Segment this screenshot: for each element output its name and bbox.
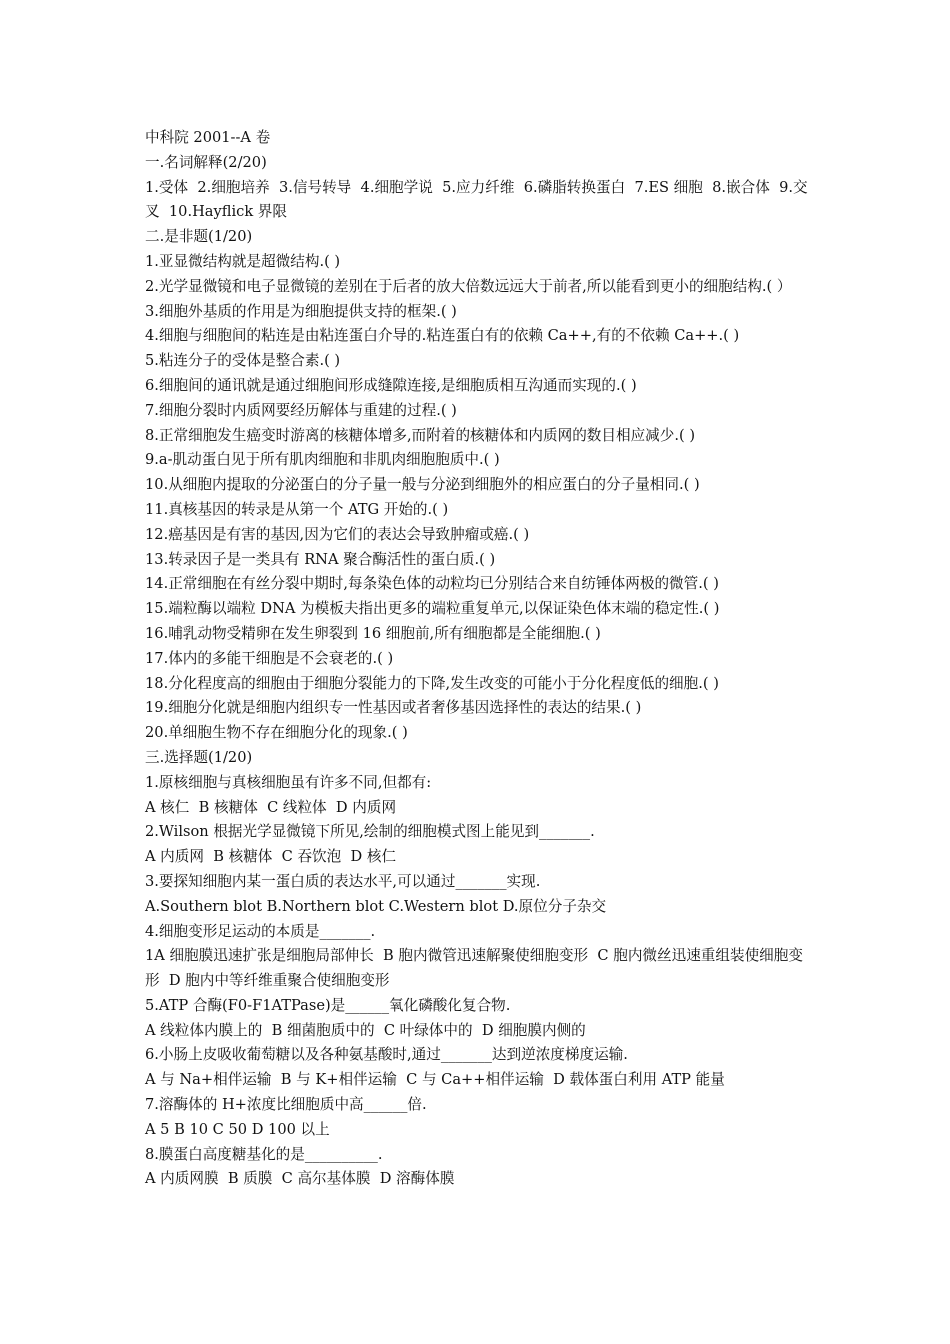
text-line: A 5 B 10 C 50 D 100 以上 xyxy=(145,1120,330,1138)
text-line: 3.细胞外基质的作用是为细胞提供支持的框架.( ) xyxy=(145,302,457,320)
text-line: A 内质网 B 核糖体 C 吞饮泡 D 核仁 xyxy=(145,848,397,866)
text-line: 9.a-肌动蛋白见于所有肌肉细胞和非肌肉细胞胞质中.( ) xyxy=(145,451,500,469)
text-line: 16.哺乳动物受精卵在发生卵裂到 16 细胞前,所有细胞都是全能细胞.( ) xyxy=(145,624,601,642)
text-line: 12.癌基因是有害的基因,因为它们的表达会导致肿瘤或癌.( ) xyxy=(145,525,530,543)
text-line: 1.受体 2.细胞培养 3.信号转导 4.细胞学说 5.应力纤维 6.磷脂转换蛋白 7.ES 细胞 8.嵌合体 9.交叉 10.Hayflick 界限 xyxy=(145,178,808,221)
text-line: 15.端粒酶以端粒 DNA 为模板夫指出更多的端粒重复单元,以保证染色体末端的稳定性.( ) xyxy=(145,600,720,618)
text-line: A 线粒体内膜上的 B 细菌胞质中的 C 叶绿体中的 D 细胞膜内侧的 xyxy=(145,1021,586,1039)
text-line: 6.小肠上皮吸收葡萄糖以及各种氨基酸时,通过_______达到逆浓度梯度运输. xyxy=(145,1046,628,1064)
text-line: 7.细胞分裂时内质网要经历解体与重建的过程.( ) xyxy=(145,401,457,419)
text-line: 13.转录因子是一类具有 RNA 聚合酶活性的蛋白质.( ) xyxy=(145,550,496,568)
text-line: 二.是非题(1/20) xyxy=(145,228,253,246)
text-line: 8.正常细胞发生癌变时游离的核糖体增多,而附着的核糖体和内质网的数目相应减少.( ) xyxy=(145,426,696,444)
text-line: 7.溶酶体的 H+浓度比细胞质中高______倍. xyxy=(145,1096,427,1114)
text-line: 一.名词解释(2/20) xyxy=(145,153,267,171)
text-line: 三.选择题(1/20) xyxy=(145,748,253,766)
text-line: 10.从细胞内提取的分泌蛋白的分子量一般与分泌到细胞外的相应蛋白的分子量相同.( ) xyxy=(145,476,700,494)
text-line: A 与 Na+相伴运输 B 与 K+相伴运输 C 与 Ca++相伴运输 D 载体蛋白利用 ATP 能量 xyxy=(145,1071,725,1089)
text-line: 20.单细胞生物不存在细胞分化的现象.( ) xyxy=(145,724,408,742)
document-page xyxy=(145,126,810,1192)
text-line: 19.细胞分化就是细胞内组织专一性基因或者奢侈基因选择性的表达的结果.( ) xyxy=(145,699,642,717)
text-line: 4.细胞与细胞间的粘连是由粘连蛋白介导的.粘连蛋白有的依赖 Ca++,有的不依赖 Ca++.( ) xyxy=(145,327,740,345)
text-line: 6.细胞间的通讯就是通过细胞间形成缝隙连接,是细胞质相互沟通而实现的.( ) xyxy=(145,376,637,394)
text-line: 8.膜蛋白高度糖基化的是__________. xyxy=(145,1145,383,1163)
text-line: A 核仁 B 核糖体 C 线粒体 D 内质网 xyxy=(145,798,397,816)
text-line: A.Southern blot B.Northern blot C.Western blot D.原位分子杂交 xyxy=(145,897,607,915)
text-line: 5.粘连分子的受体是整合素.( ) xyxy=(145,352,341,370)
document-body xyxy=(145,151,810,1192)
text-line: 11.真核基因的转录是从第一个 ATG 开始的.( ) xyxy=(145,500,449,518)
text-line: 3.要探知细胞内某一蛋白质的表达水平,可以通过_______实现. xyxy=(145,872,541,890)
text-line: A 内质网膜 B 质膜 C 高尔基体膜 D 溶酶体膜 xyxy=(145,1170,455,1188)
text-line: 1.原核细胞与真核细胞虽有许多不同,但都有: xyxy=(145,773,432,791)
text-line: 2.光学显微镜和电子显微镜的差别在于后者的放大倍数远远大于前者,所以能看到更小的细胞结构.( ） xyxy=(145,277,792,295)
text-line: 1.亚显微结构就是超微结构.( ) xyxy=(145,252,341,270)
document-title: 中科院 2001--A 卷 xyxy=(145,129,271,146)
text-line: 18.分化程度高的细胞由于细胞分裂能力的下降,发生改变的可能小于分化程度低的细胞.( ) xyxy=(145,674,719,692)
text-line: 17.体内的多能干细胞是不会衰老的.( ) xyxy=(145,649,394,667)
text-line: 2.Wilson 根据光学显微镜下所见,绘制的细胞模式图上能见到_______. xyxy=(145,823,595,841)
text-line: 14.正常细胞在有丝分裂中期时,每条染色体的动粒均已分别结合来自纺锤体两极的微管.( ) xyxy=(145,575,719,593)
text-line: 4.细胞变形足运动的本质是_______. xyxy=(145,922,376,940)
text-line: 5.ATP 合酶(F0-F1ATPase)是______氧化磷酸化复合物. xyxy=(145,996,511,1014)
text-line: 1A 细胞膜迅速扩张是细胞局部伸长 B 胞内微管迅速解聚使细胞变形 C 胞内微丝迅速重组装使细胞变形 D 胞内中等纤维重聚合使细胞变形 xyxy=(145,947,803,990)
